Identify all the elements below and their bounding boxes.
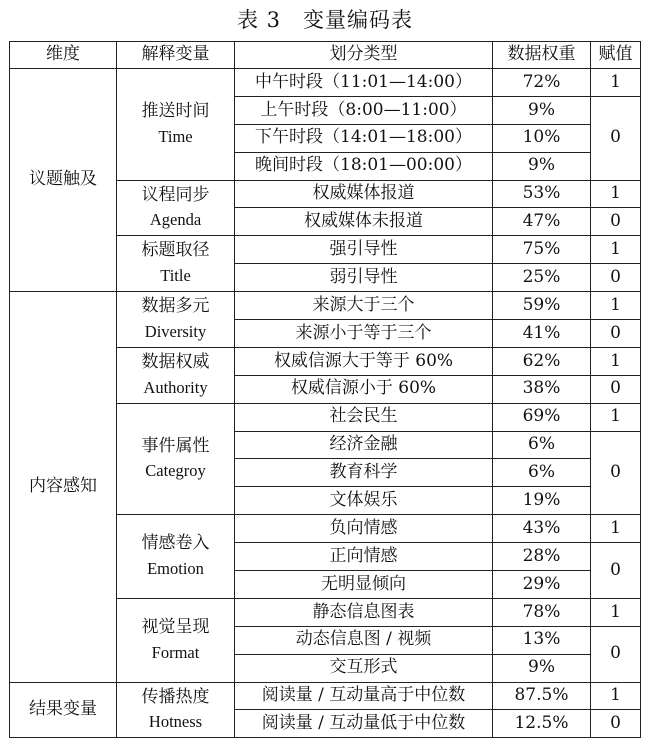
- weight-cell: 87.5%: [493, 682, 591, 710]
- type-cell: 正向情感: [235, 543, 493, 571]
- variable-coding-table: [9, 41, 641, 738]
- weight-cell: 29%: [493, 571, 591, 599]
- variable-en: Title: [160, 266, 191, 286]
- variable-cell: [117, 598, 235, 682]
- weight-cell: 53%: [493, 180, 591, 208]
- weight-cell: 9%: [493, 96, 591, 124]
- variable-zh: 议程同步: [141, 184, 210, 205]
- type-cell: 无明显倾向: [235, 571, 493, 599]
- value-cell: 1: [591, 292, 641, 320]
- weight-cell: 25%: [493, 264, 591, 292]
- variable-en: Categroy: [145, 461, 206, 481]
- weight-cell: 9%: [493, 654, 591, 682]
- type-cell: 教育科学: [235, 459, 493, 487]
- value-cell: 1: [591, 403, 641, 431]
- type-cell: 静态信息图表: [235, 598, 493, 626]
- dimension-cell: 内容感知: [10, 292, 117, 682]
- type-cell: 权威信源小于 60%: [235, 375, 493, 403]
- weight-cell: 72%: [493, 69, 591, 97]
- value-cell: 1: [591, 515, 641, 543]
- variable-en: Emotion: [147, 558, 204, 578]
- type-cell: 经济金融: [235, 431, 493, 459]
- weight-cell: 6%: [493, 459, 591, 487]
- value-cell: 0: [591, 264, 641, 292]
- weight-cell: 38%: [493, 375, 591, 403]
- variable-en: Time: [158, 126, 193, 146]
- value-cell: 0: [591, 375, 641, 403]
- variable-cell: [117, 69, 235, 181]
- variable-en: Agenda: [149, 210, 202, 230]
- variable-zh: 数据权威: [141, 352, 210, 373]
- type-cell: 阅读量 / 互动量高于中位数: [235, 682, 493, 710]
- weight-cell: 62%: [493, 347, 591, 375]
- type-cell: 动态信息图 / 视频: [235, 626, 493, 654]
- value-cell: 0: [591, 320, 641, 348]
- value-cell: 1: [591, 69, 641, 97]
- value-cell: 0: [591, 208, 641, 236]
- weight-cell: 6%: [493, 431, 591, 459]
- variable-en: Format: [151, 642, 200, 662]
- dimension-cell: 议题触及: [10, 69, 117, 292]
- type-cell: 来源小于等于三个: [235, 320, 493, 348]
- variable-zh: 标题取径: [141, 240, 210, 261]
- value-cell: 0: [591, 96, 641, 180]
- type-cell: 晚间时段（18:01—00:00）: [235, 152, 493, 180]
- variable-en: Diversity: [144, 321, 207, 341]
- header-row: [10, 42, 641, 69]
- variable-cell: [117, 292, 235, 348]
- type-cell: 权威信源大于等于 60%: [235, 347, 493, 375]
- weight-cell: 9%: [493, 152, 591, 180]
- weight-cell: 75%: [493, 236, 591, 264]
- table-row: [10, 292, 641, 320]
- weight-cell: 19%: [493, 487, 591, 515]
- variable-cell: [117, 180, 235, 236]
- type-cell: 权威媒体未报道: [235, 208, 493, 236]
- variable-zh: 事件属性: [141, 435, 210, 456]
- variable-zh: 视觉呈现: [141, 617, 210, 637]
- variable-en: Hotness: [148, 712, 203, 732]
- weight-cell: 69%: [493, 403, 591, 431]
- type-cell: 上午时段（8:00—11:00）: [235, 96, 493, 124]
- header-weight: 数据权重: [493, 42, 591, 69]
- weight-cell: 12.5%: [493, 710, 591, 738]
- value-cell: 0: [591, 710, 641, 738]
- value-cell: 0: [591, 543, 641, 599]
- variable-cell: [117, 347, 235, 403]
- header-value: 赋值: [591, 42, 641, 69]
- weight-cell: 41%: [493, 320, 591, 348]
- variable-zh: 情感卷入: [141, 533, 210, 554]
- value-cell: 0: [591, 431, 641, 515]
- type-cell: 强引导性: [235, 236, 493, 264]
- table-caption: 表 3 变量编码表: [236, 8, 414, 32]
- variable-cell: [117, 682, 235, 738]
- value-cell: 1: [591, 236, 641, 264]
- weight-cell: 47%: [493, 208, 591, 236]
- weight-cell: 43%: [493, 515, 591, 543]
- type-cell: 弱引导性: [235, 264, 493, 292]
- weight-cell: 10%: [493, 124, 591, 152]
- weight-cell: 78%: [493, 598, 591, 626]
- variable-cell: [117, 236, 235, 292]
- type-cell: 交互形式: [235, 654, 493, 682]
- value-cell: 1: [591, 598, 641, 626]
- table-row: [10, 69, 641, 97]
- table-row: [10, 682, 641, 710]
- type-cell: 来源大于三个: [235, 292, 493, 320]
- type-cell: 阅读量 / 互动量低于中位数: [235, 710, 493, 738]
- variable-zh: 数据多元: [141, 296, 210, 317]
- variable-en: Authority: [143, 377, 208, 397]
- variable-cell: [117, 403, 235, 515]
- type-cell: 下午时段（14:01—18:00）: [235, 124, 493, 152]
- value-cell: 1: [591, 682, 641, 710]
- variable-cell: [117, 515, 235, 599]
- type-cell: 社会民生: [235, 403, 493, 431]
- weight-cell: 59%: [493, 292, 591, 320]
- weight-cell: 28%: [493, 543, 591, 571]
- type-cell: 文体娱乐: [235, 487, 493, 515]
- value-cell: 0: [591, 626, 641, 682]
- header-variable: 解释变量: [117, 42, 235, 69]
- header-type: 划分类型: [235, 42, 493, 69]
- type-cell: 中午时段（11:01—14:00）: [235, 69, 493, 97]
- variable-zh: 推送时间: [141, 101, 210, 122]
- dimension-cell: 结果变量: [10, 682, 117, 738]
- variable-zh: 传播热度: [141, 686, 210, 707]
- value-cell: 1: [591, 180, 641, 208]
- value-cell: 1: [591, 347, 641, 375]
- weight-cell: 13%: [493, 626, 591, 654]
- type-cell: 负向情感: [235, 515, 493, 543]
- type-cell: 权威媒体报道: [235, 180, 493, 208]
- header-dimension: 维度: [10, 42, 117, 69]
